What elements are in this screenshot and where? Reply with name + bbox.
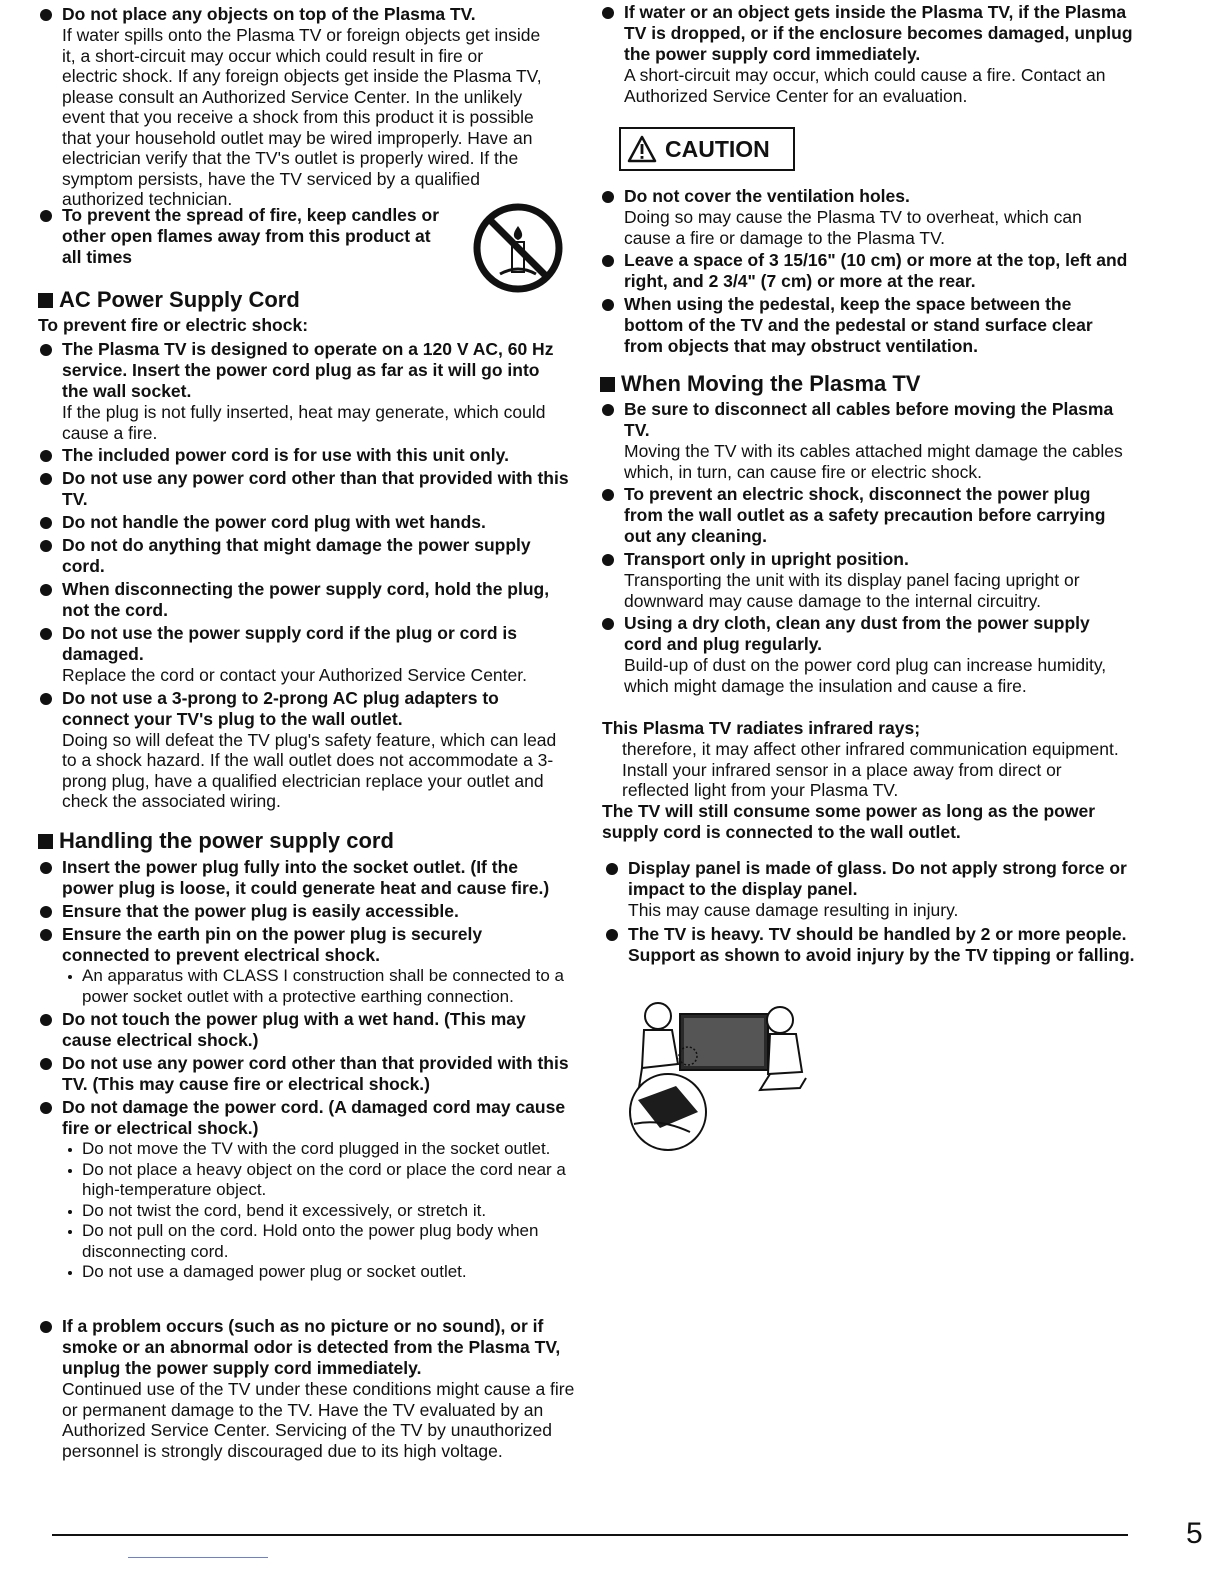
heavy-warning: The TV is heavy. TV should be handled by 2 or more people. Support as shown to avoid injury by the TV tipping or falling. bbox=[604, 924, 1138, 966]
list-item: Do not use any power cord other than that provided with this TV. (This may cause fire or electrical shock.) bbox=[38, 1053, 570, 1095]
bullet-icon bbox=[40, 1058, 52, 1070]
warning-objects bbox=[38, 4, 582, 210]
water-warning: If water or an object gets inside the Plasma TV, if the Plasma TV is dropped, or if the enclosure becomes damaged, unplug the power supply cord immediately. A short-circuit may occur, which could cause a fire. Contact an Authorized Service Center for an evaluation. bbox=[600, 2, 1144, 106]
list-item: Do not use the power supply cord if the plug or cord is damaged. Replace the cord or contact your Authorized Service Center. bbox=[38, 623, 570, 686]
small-bullet-icon bbox=[68, 1271, 72, 1275]
small-bullet-icon bbox=[68, 1169, 72, 1173]
bullet-icon bbox=[40, 929, 52, 941]
list-item: Do not damage the power cord. (A damaged cord may cause fire or electrical shock.) Do not move the TV with the cord plugged in the socket outlet. Do not place a heavy object on the cord or place the cord near a high-temperature object. Do not twist the cord, bend it excessively, or stretch it. Do not pull on the cord. Hold onto the power plug body when disconnecting cord. Do not use a damaged power plug or socket outlet. bbox=[38, 1097, 570, 1283]
bullet-icon bbox=[602, 299, 614, 311]
bullet-icon bbox=[602, 618, 614, 630]
bullet-icon bbox=[40, 693, 52, 705]
section-title: AC Power Supply Cord bbox=[38, 287, 570, 313]
sub-item: Do not twist the cord, bend it excessively, or stretch it. bbox=[62, 1201, 570, 1222]
bullet-icon bbox=[602, 404, 614, 416]
list-item: When using the pedestal, keep the space between the bottom of the TV and the pedestal or stand surface clear from objects that may obstruct ventilation. bbox=[600, 294, 1128, 357]
bullet-icon bbox=[602, 7, 614, 19]
standby-note: The TV will still consume some power as long as the power supply cord is connected to the wall outlet. bbox=[602, 800, 1096, 842]
bullet-icon bbox=[40, 344, 52, 356]
bullet-icon bbox=[40, 540, 52, 552]
square-bullet-icon bbox=[600, 377, 615, 392]
list-item: Do not do anything that might damage the power supply cord. bbox=[38, 535, 570, 577]
caution-list bbox=[600, 186, 1128, 359]
candle-heading: To prevent the spread of fire, keep candles or other open flames away from this product at all times bbox=[62, 205, 440, 267]
infrared-note: This Plasma TV radiates infrared rays; therefore, it may affect other infrared communication equipment. Install your infrared sensor in a place away from direct or reflected light from your Plasma TV. The TV will still consume some power as long as the power supply cord is connected to the wall outlet. bbox=[602, 718, 1130, 843]
bullet-icon bbox=[40, 1321, 52, 1333]
list-item: The included power cord is for use with this unit only. bbox=[38, 445, 570, 466]
small-bullet-icon bbox=[68, 1230, 72, 1234]
list-item: Ensure the earth pin on the power plug is securely connected to prevent electrical shock. An apparatus with CLASS I construction shall be connected to a power socket outlet with a protective earthing connection. bbox=[38, 924, 570, 1007]
sub-item: An apparatus with CLASS I construction shall be connected to a power socket outlet with a protective earthing connection. bbox=[62, 966, 570, 1007]
small-bullet-icon bbox=[68, 975, 72, 979]
section-title: When Moving the Plasma TV bbox=[600, 371, 1130, 397]
section-subtitle: To prevent fire or electric shock: bbox=[38, 315, 309, 335]
bullet-icon bbox=[40, 862, 52, 874]
bullet-icon bbox=[40, 906, 52, 918]
handling-section bbox=[38, 828, 570, 1283]
footer-rule bbox=[52, 1534, 1128, 1536]
warning-heading: Do not place any objects on top of the Plasma TV. bbox=[62, 4, 476, 24]
bullet-icon bbox=[602, 489, 614, 501]
list-item: Do not touch the power plug with a wet hand. (This may cause electrical shock.) bbox=[38, 1009, 570, 1051]
small-bullet-icon bbox=[68, 1210, 72, 1214]
square-bullet-icon bbox=[38, 834, 53, 849]
caution-label: CAUTION bbox=[665, 135, 770, 162]
link-underline bbox=[128, 1557, 268, 1558]
bullet-icon bbox=[40, 473, 52, 485]
square-bullet-icon bbox=[38, 293, 53, 308]
moving-section bbox=[600, 371, 1130, 698]
sub-item: Do not place a heavy object on the cord or place the cord near a high-temperature object. bbox=[62, 1160, 570, 1201]
caution-label-box bbox=[619, 127, 795, 171]
no-candle-icon bbox=[472, 202, 564, 294]
warning-body: If water spills onto the Plasma TV or foreign objects get inside it, a short-circuit may occur which could result in fire or electric shock. If any foreign objects get inside the Plasma TV, please consult an Authorized Service Center. In the unlikely event that you receive a shock from this product it is possible that your household outlet may be wired improperly. Have an electrician verify that the TV's outlet is properly wired. If the symptom persists, have the TV serviced by a qualified authorized technician. bbox=[62, 25, 542, 209]
list-item: Transport only in upright position. Transporting the unit with its display panel facing upright or downward may cause damage to the internal circuitry. bbox=[600, 549, 1130, 611]
small-bullet-icon bbox=[68, 1148, 72, 1152]
list-item: To prevent an electric shock, disconnect the power plug from the wall outlet as a safety precaution before carrying out any cleaning. bbox=[600, 484, 1130, 547]
bullet-icon bbox=[40, 1102, 52, 1114]
bullet-icon bbox=[40, 450, 52, 462]
page-number: 5 bbox=[1186, 1517, 1203, 1550]
bullet-icon bbox=[40, 1014, 52, 1026]
list-item: Be sure to disconnect all cables before moving the Plasma TV. Moving the TV with its cables attached might damage the cables which, in turn, can cause fire or electric shock. bbox=[600, 399, 1130, 482]
list-item: When disconnecting the power supply cord, hold the plug, not the cord. bbox=[38, 579, 570, 621]
list-item: Using a dry cloth, clean any dust from the power supply cord and plug regularly. Build-up of dust on the power cord plug can increase humidity, which might damage the insulation and cause a fire. bbox=[600, 613, 1130, 696]
ac-items-list bbox=[38, 339, 570, 812]
ac-power-section bbox=[38, 287, 570, 814]
problem-warning: If a problem occurs (such as no picture or no sound), or if smoke or an abnormal odor is detected from the Plasma TV, unplug the power supply cord immediately. Continued use of the TV under these conditions might cause a fire or permanent damage to the TV. Have the TV evaluated by an Authorized Service Center. Servicing of the TV by unauthorized personnel is strongly discouraged due to its high voltage. bbox=[38, 1316, 592, 1461]
list-item: The Plasma TV is designed to operate on a 120 V AC, 60 Hz service. Insert the power cord plug as far as it will go into the wall socket. If the plug is not fully inserted, heat may generate, which could cause a fire. bbox=[38, 339, 570, 443]
list-item: Ensure that the power plug is easily accessible. bbox=[38, 901, 570, 922]
bullet-icon bbox=[40, 517, 52, 529]
sub-item: Do not move the TV with the cord plugged in the socket outlet. bbox=[62, 1139, 570, 1160]
bullet-icon bbox=[602, 191, 614, 203]
tv-carrying-illustration bbox=[620, 994, 812, 1154]
list-item: Do not cover the ventilation holes. Doing so may cause the Plasma TV to overheat, which can cause a fire or damage to the Plasma TV. bbox=[600, 186, 1128, 248]
damage-sub-list bbox=[62, 1139, 570, 1283]
sub-item: Do not pull on the cord. Hold onto the power plug body when disconnecting cord. bbox=[62, 1221, 570, 1262]
list-item: Insert the power plug fully into the socket outlet. (If the power plug is loose, it could generate heat and cause fire.) bbox=[38, 857, 570, 899]
bullet-icon bbox=[606, 929, 618, 941]
list-item: Leave a space of 3 15/16" (10 cm) or more at the top, left and right, and 2 3/4" (7 cm) or more at the rear. bbox=[600, 250, 1128, 292]
bullet-icon bbox=[40, 628, 52, 640]
glass-warning: Display panel is made of glass. Do not apply strong force or impact to the display panel. This may cause damage resulting in injury. bbox=[604, 858, 1138, 921]
section-title: Handling the power supply cord bbox=[38, 828, 570, 854]
list-item: Do not use any power cord other than that provided with this TV. bbox=[38, 468, 570, 510]
bullet-icon bbox=[40, 584, 52, 596]
warning-triangle-icon bbox=[627, 135, 657, 163]
bullet-icon bbox=[40, 210, 52, 222]
candle-warning bbox=[38, 205, 472, 268]
list-item: Do not use a 3-prong to 2-prong AC plug adapters to connect your TV's plug to the wall outlet. Doing so will defeat the TV plug's safety feature, which can lead to a shock hazard. If the wall outlet does not accommodate a 3-prong plug, have a qualified electrician replace your outlet and check the associated wiring. bbox=[38, 688, 570, 812]
list-item: Do not handle the power cord plug with wet hands. bbox=[38, 512, 570, 533]
bullet-icon bbox=[40, 9, 52, 21]
bullet-icon bbox=[606, 863, 618, 875]
sub-item: Do not use a damaged power plug or socket outlet. bbox=[62, 1262, 570, 1283]
bullet-icon bbox=[602, 554, 614, 566]
bullet-icon bbox=[602, 255, 614, 267]
moving-items-list bbox=[600, 399, 1130, 696]
